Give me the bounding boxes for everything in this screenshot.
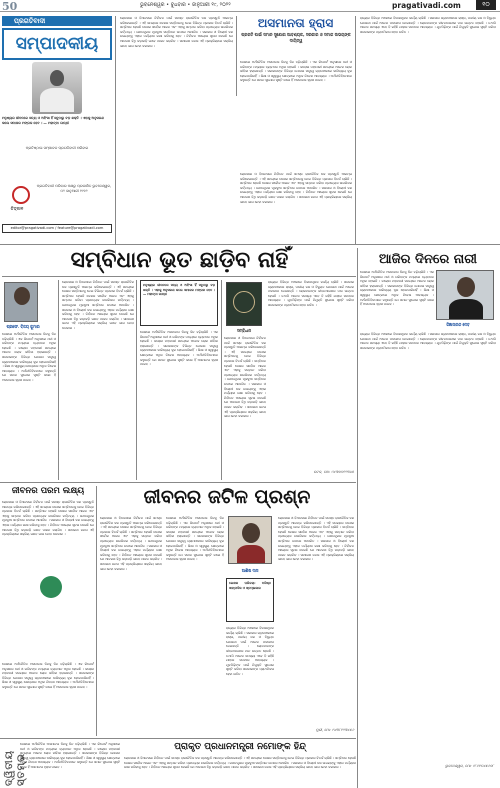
women-author-face — [457, 277, 475, 297]
column-rule — [96, 486, 97, 736]
portrait-body — [40, 88, 74, 112]
life-col3: ରାଜ୍ୟର ବିଭିନ୍ନ ଅଞ୍ଚଳରେ ବିକାଶମୂଳକ କାର୍ଯ୍ୟ ଚାଲିଛି । ସରକାର ଗ୍ରାମାଞ୍ଚଳରେ ରାସ୍ତା, ପାନୀୟ ଜଳ ଓ ବିଦ୍ୟୁତ ଯୋଗାଣ ପାଇଁ ଅନେକ ପଦକ୍ଷେପ ନେଇଛନ୍ତି । ଲୋକମାନଙ୍କ ଜୀବନଧାରଣର ମାନ ଉନ୍ନତ ହେଉଛି । ତଥାପି ଅନେକ ସମସ୍ୟା ଏବେ ବି ରହିଛି ଯାହାର ସମାଧାନ ଆବଶ୍ୟକ । ଯୁବପିଢ଼ିଙ୍କ ପାଇଁ ନିଯୁକ୍ତି ସୁଯୋଗ ସୃଷ୍ଟି କରିବା ସରକାରଙ୍କ ପ୍ରାଥମିକତା ହେବା ଉଚିତ । — [226, 626, 274, 676]
section-rule — [0, 738, 356, 739]
life-headline: ଜୀବନର ଜଟିଳ ପ୍ରଶ୍ନ — [143, 486, 311, 508]
dateline: ଭୁବନେଶ୍ୱର • ବୁଧବାର • ଜାନୁଆରୀ ୧୯, ୨୦୨୨ — [140, 2, 231, 8]
headline-inequality: ଅସମାନତା ହ୍ରାସ — [257, 16, 334, 30]
editor-info: ପ୍ରଗତିବାଦୀ ପରିବାର ପକ୍ଷରୁ ପ୍ରକାଶିତ ଭୁବନେଶ୍ୱର, ୦୨ ଜାନୁଆରୀ ୧୯୭୨ — [36, 184, 112, 193]
org-logo-icon — [40, 576, 62, 598]
column-rule — [115, 16, 116, 244]
main-article-col3: ଲୋକସଭା ଓ ବିଧାନସଭା ନିର୍ବାଚନ ପାଇଁ ସମସ୍ତ ରାଜନୈତିକ ଦଳ ପ୍ରସ୍ତୁତି ଆରମ୍ଭ କରିଦେଇଛନ୍ତି । ଏହି ସମୟରେ ଦେଶର ସମ୍ବିଧାନକୁ ନେଇ ବିଭିନ୍ନ ପ୍ରକାର ବିତର୍କ ଚାଲିଛି । ସମ୍ବିଧାନ ହେଉଛି ଦେଶର ସର୍ବୋଚ୍ଚ ଆଇନ ଏବଂ ଏହାକୁ ସମ୍ମାନ କରିବା ପ୍ରତ୍ୟେକ ନାଗରିକର କର୍ତ୍ତବ୍ୟ । ଗଣତନ୍ତ୍ରର ମୂଳଦୁଆ ସମ୍ବିଧାନ ଉପରେ ଆଧାରିତ । ସରକାର ଓ ବିରୋଧୀ ଦଳ ଉଭୟଙ୍କୁ ଏହାର ମର୍ଯ୍ୟାଦା ରକ୍ଷା କରିବାକୁ ହେବ । ନିର୍ବାଚନ ଆୟୋଗ ସୂଚନା ଦେଇଛି ଯେ ଆଚରଣ ବିଧି କଡ଼ାକଡ଼ି ଭାବେ ପାଳନ କରାଯିବ । ସାଧାରଣ ଜନତା ଏହି ପ୍ରକ୍ରିୟାରେ ସକ୍ରିୟ ଭାବେ ଭାଗ ନେବା ଦରକାର । — [224, 336, 266, 419]
book-emblem — [233, 291, 255, 313]
goal-body-2: ଦେଶରେ ଅର୍ଥନୈତିକ ଅସମାନତା ଦିନକୁ ଦିନ ବଢ଼ିଚାଲିଛି । ଏକ ରିପୋର୍ଟ ଅନୁସାରେ ଧନୀ ଓ ଗରିବଙ୍କ ମଧ୍ୟରେ ବ୍ୟବଧାନ ଅଧିକ ହୋଇଛି । କରୋନା ମହାମାରୀ ସମୟରେ ଅନେକ ଲୋକ ଜୀବିକା ହରାଇଛନ୍ତି । ସରକାରଙ୍କ ବିଭିନ୍ନ ଯୋଜନା ସତ୍ତ୍ୱେ ଗ୍ରାମାଞ୍ଚଳରେ ଦାରିଦ୍ର୍ୟ ଦୂର ହୋଇପାରିନାହିଁ । ଶିକ୍ଷା ଓ ସ୍ୱାସ୍ଥ୍ୟ କ୍ଷେତ୍ରରେ ଅଧିକ ନିବେଶ ଆବଶ୍ୟକ । ଅର୍ଥନୀତିବିଦମାନେ କହୁଛନ୍ତି ଯେ ସମାନ ସୁଯୋଗ ସୃଷ୍ଟି କଲେ ହିଁ ଅସମାନତା ହ୍ରାସ ପାଇବ । — [2, 662, 94, 689]
portrait-head — [50, 70, 64, 86]
editorial-panel — [2, 16, 112, 238]
founder-text: ପ୍ରତିଷ୍ଠାତା ସମ୍ପାଦକ ପ୍ରଗତିବାଦୀ ପରିବାର — [25, 146, 89, 150]
column-rule — [221, 280, 222, 480]
life-col2: ଦେଶରେ ଅର୍ଥନୈତିକ ଅସମାନତା ଦିନକୁ ଦିନ ବଢ଼ିଚାଲିଛି । ଏକ ରିପୋର୍ଟ ଅନୁସାରେ ଧନୀ ଓ ଗରିବଙ୍କ ମଧ୍ୟରେ ବ୍ୟବଧାନ ଅଧିକ ହୋଇଛି । କରୋନା ମହାମାରୀ ସମୟରେ ଅନେକ ଲୋକ ଜୀବିକା ହରାଇଛନ୍ତି । ସରକାରଙ୍କ ବିଭିନ୍ନ ଯୋଜନା ସତ୍ତ୍ୱେ ଗ୍ରାମାଞ୍ଚଳରେ ଦାରିଦ୍ର୍ୟ ଦୂର ହୋଇପାରିନାହିଁ । ଶିକ୍ଷା ଓ ସ୍ୱାସ୍ଥ୍ୟ କ୍ଷେତ୍ରରେ ଅଧିକ ନିବେଶ ଆବଶ୍ୟକ । ଅର୍ଥନୀତିବିଦମାନେ କହୁଛନ୍ତି ଯେ ସମାନ ସୁଯୋଗ ସୃଷ୍ଟି କଲେ ହିଁ ଅସମାନତା ହ୍ରାସ ପାଇବ । — [166, 516, 224, 562]
pull-quote-box — [140, 280, 218, 326]
pull-quote-text: ମନୁଷ୍ୟର ଜୀବନରେ ସତ୍ୟ ଓ ଅହିଂସା ହିଁ ସବୁଠାରୁ ବଡ଼ ଶକ୍ତି । ଏହାକୁ ଅନୁସରଣ କଲେ ସମାଜର ମଙ୍ଗଳ ହେବ । — ମହାତ୍ମା ଗାନ୍ଧୀ — [143, 283, 215, 297]
bottom-headline: ପ୍ରାକୃତ ପ୍ରଧାନମନ୍ତ୍ରୀ ନମୋଙ୍କ ହିନ୍ଦ୍ — [174, 742, 306, 752]
author-face — [14, 287, 30, 305]
anniversary-logo: 50 — [2, 0, 18, 13]
women-article-intro: ଦେଶରେ ଅର୍ଥନୈତିକ ଅସମାନତା ଦିନକୁ ଦିନ ବଢ଼ିଚାଲିଛି । ଏକ ରିପୋର୍ଟ ଅନୁସାରେ ଧନୀ ଓ ଗରିବଙ୍କ ମଧ୍ୟରେ ବ୍ୟବଧାନ ଅଧିକ ହୋଇଛି । କରୋନା ମହାମାରୀ ସମୟରେ ଅନେକ ଲୋକ ଜୀବିକା ହରାଇଛନ୍ତି । ସରକାରଙ୍କ ବିଭିନ୍ନ ଯୋଜନା ସତ୍ତ୍ୱେ ଗ୍ରାମାଞ୍ଚଳରେ ଦାରିଦ୍ର୍ୟ ଦୂର ହୋଇପାରିନାହିଁ । ଶିକ୍ଷା ଓ ସ୍ୱାସ୍ଥ୍ୟ କ୍ଷେତ୍ରରେ ଅଧିକ ନିବେଶ ଆବଶ୍ୟକ । ଅର୍ଥନୀତିବିଦମାନେ କହୁଛନ୍ତି ଯେ ସମାନ ସୁଯୋଗ ସୃଷ୍ଟି କଲେ ହିଁ ଅସମାନତା ହ୍ରାସ ପାଇବ । — [360, 270, 434, 307]
goal-body: ଲୋକସଭା ଓ ବିଧାନସଭା ନିର୍ବାଚନ ପାଇଁ ସମସ୍ତ ରାଜନୈତିକ ଦଳ ପ୍ରସ୍ତୁତି ଆରମ୍ଭ କରିଦେଇଛନ୍ତି । ଏହି ସମୟରେ ଦେଶର ସମ୍ବିଧାନକୁ ନେଇ ବିଭିନ୍ନ ପ୍ରକାର ବିତର୍କ ଚାଲିଛି । ସମ୍ବିଧାନ ହେଉଛି ଦେଶର ସର୍ବୋଚ୍ଚ ଆଇନ ଏବଂ ଏହାକୁ ସମ୍ମାନ କରିବା ପ୍ରତ୍ୟେକ ନାଗରିକର କର୍ତ୍ତବ୍ୟ । ଗଣତନ୍ତ୍ରର ମୂଳଦୁଆ ସମ୍ବିଧାନ ଉପରେ ଆଧାରିତ । ସରକାର ଓ ବିରୋଧୀ ଦଳ ଉଭୟଙ୍କୁ ଏହାର ମର୍ଯ୍ୟାଦା ରକ୍ଷା କରିବାକୁ ହେବ । ନିର୍ବାଚନ ଆୟୋଗ ସୂଚନା ଦେଇଛି ଯେ ଆଚରଣ ବିଧି କଡ଼ାକଡ଼ି ଭାବେ ପାଳନ କରାଯିବ । ସାଧାରଣ ଜନତା ଏହି ପ୍ରକ୍ରିୟାରେ ସକ୍ରିୟ ଭାବେ ଭାଗ ନେବା ଦରକାର । — [2, 500, 94, 537]
author-name: ପ୍ରଫେ. ବିଜୟ କୁମାର — [6, 324, 40, 329]
bottom-col1: ଦେଶରେ ଅର୍ଥନୈତିକ ଅସମାନତା ଦିନକୁ ଦିନ ବଢ଼ିଚାଲିଛି । ଏକ ରିପୋର୍ଟ ଅନୁସାରେ ଧନୀ ଓ ଗରିବଙ୍କ ମଧ୍ୟରେ ବ୍ୟବଧାନ ଅଧିକ ହୋଇଛି । କରୋନା ମହାମାରୀ ସମୟରେ ଅନେକ ଲୋକ ଜୀବିକା ହରାଇଛନ୍ତି । ସରକାରଙ୍କ ବିଭିନ୍ନ ଯୋଜନା ସତ୍ତ୍ୱେ ଗ୍ରାମାଞ୍ଚଳରେ ଦାରିଦ୍ର୍ୟ ଦୂର ହୋଇପାରିନାହିଁ । ଶିକ୍ଷା ଓ ସ୍ୱାସ୍ଥ୍ୟ କ୍ଷେତ୍ରରେ ଅଧିକ ନିବେଶ ଆବଶ୍ୟକ । ଅର୍ଥନୀତିବିଦମାନେ କହୁଛନ୍ତି ଯେ ସମାନ ସୁଯୋଗ ସୃଷ୍ଟି କଲେ ହିଁ ଅସମାନତା ହ୍ରାସ ପାଇବ । — [20, 742, 120, 769]
women-author-body — [449, 299, 483, 320]
right-headline: ଆଜିର ଦିନରେ ନାରୀ — [379, 252, 477, 267]
main-byline: କଟକ, ମୋ: ୯୪୩୭୦୧୨୩୪୫ — [313, 470, 354, 474]
women-byline: ଭୁବନେଶ୍ୱର, ମୋ: ୯୮୬୧୦୪୫୬୭୮ — [445, 764, 494, 768]
column-rule — [136, 280, 137, 480]
red-circle-badge — [12, 186, 30, 204]
book-caption: ସମ୍ବିଧାନ — [237, 328, 251, 333]
page-number: ୧୦ — [476, 0, 496, 10]
author-info-text: ଲେଖକ ପରିଚୟ: ବରିଷ୍ଠ ସାମ୍ବାଦିକ ଓ ସ୍ତମ୍ଭକାର — [229, 581, 271, 590]
section-rule — [0, 244, 500, 245]
gandhi-portrait — [32, 62, 82, 114]
life-byline: ପୁରୀ, ମୋ: ୯୪୩୮୧୨୩୪୫୬ — [315, 728, 354, 732]
main-article-col4: ରାଜ୍ୟର ବିଭିନ୍ନ ଅଞ୍ଚଳରେ ବିକାଶମୂଳକ କାର୍ଯ୍ୟ ଚାଲିଛି । ସରକାର ଗ୍ରାମାଞ୍ଚଳରେ ରାସ୍ତା, ପାନୀୟ ଜଳ ଓ ବିଦ୍ୟୁତ ଯୋଗାଣ ପାଇଁ ଅନେକ ପଦକ୍ଷେପ ନେଇଛନ୍ତି । ଲୋକମାନଙ୍କ ଜୀବନଧାରଣର ମାନ ଉନ୍ନତ ହେଉଛି । ତଥାପି ଅନେକ ସମସ୍ୟା ଏବେ ବି ରହିଛି ଯାହାର ସମାଧାନ ଆବଶ୍ୟକ । ଯୁବପିଢ଼ିଙ୍କ ପାଇଁ ନିଯୁକ୍ତି ସୁଯୋଗ ସୃଷ୍ଟି କରିବା ସରକାରଙ୍କ ପ୍ରାଥମିକତା ହେବା ଉଚିତ । — [268, 280, 354, 307]
brand-bar: ପ୍ରଗତିବାଦୀ — [2, 16, 112, 26]
top-right-body: ରାଜ୍ୟର ବିଭିନ୍ନ ଅଞ୍ଚଳରେ ବିକାଶମୂଳକ କାର୍ଯ୍ୟ ଚାଲିଛି । ସରକାର ଗ୍ରାମାଞ୍ଚଳରେ ରାସ୍ତା, ପାନୀୟ ଜଳ ଓ ବିଦ୍ୟୁତ ଯୋଗାଣ ପାଇଁ ଅନେକ ପଦକ୍ଷେପ ନେଇଛନ୍ତି । ଲୋକମାନଙ୍କ ଜୀବନଧାରଣର ମାନ ଉନ୍ନତ ହେଉଛି । ତଥାପି ଅନେକ ସମସ୍ୟା ଏବେ ବି ରହିଛି ଯାହାର ସମାଧାନ ଆବଶ୍ୟକ । ଯୁବପିଢ଼ିଙ୍କ ପାଇଁ ନିଯୁକ୍ତି ସୁଯୋଗ ସୃଷ୍ଟି କରିବା ସରକାରଙ୍କ ପ୍ରାଥମିକତା ହେବା ଉଚିତ । — [360, 16, 496, 34]
life-col1: ଲୋକସଭା ଓ ବିଧାନସଭା ନିର୍ବାଚନ ପାଇଁ ସମସ୍ତ ରାଜନୈତିକ ଦଳ ପ୍ରସ୍ତୁତି ଆରମ୍ଭ କରିଦେଇଛନ୍ତି । ଏହି ସମୟରେ ଦେଶର ସମ୍ବିଧାନକୁ ନେଇ ବିଭିନ୍ନ ପ୍ରକାର ବିତର୍କ ଚାଲିଛି । ସମ୍ବିଧାନ ହେଉଛି ଦେଶର ସର୍ବୋଚ୍ଚ ଆଇନ ଏବଂ ଏହାକୁ ସମ୍ମାନ କରିବା ପ୍ରତ୍ୟେକ ନାଗରିକର କର୍ତ୍ତବ୍ୟ । ଗଣତନ୍ତ୍ରର ମୂଳଦୁଆ ସମ୍ବିଧାନ ଉପରେ ଆଧାରିତ । ସରକାର ଓ ବିରୋଧୀ ଦଳ ଉଭୟଙ୍କୁ ଏହାର ମର୍ଯ୍ୟାଦା ରକ୍ଷା କରିବାକୁ ହେବ । ନିର୍ବାଚନ ଆୟୋଗ ସୂଚନା ଦେଇଛି ଯେ ଆଚରଣ ବିଧି କଡ଼ାକଡ଼ି ଭାବେ ପାଳନ କରାଯିବ । ସାଧାରଣ ଜନତା ଏହି ପ୍ରକ୍ରିୟାରେ ସକ୍ରିୟ ଭାବେ ଭାଗ ନେବା ଦରକାର । — [100, 516, 162, 571]
constitution-book — [226, 282, 262, 326]
main-headline: ସମ୍ବିଧାନ ଭୂତ ଛାଡ଼ିବ ନାହିଁ — [70, 248, 289, 273]
inequality-body: ଦେଶରେ ଅର୍ଥନୈତିକ ଅସମାନତା ଦିନକୁ ଦିନ ବଢ଼ିଚାଲିଛି । ଏକ ରିପୋର୍ଟ ଅନୁସାରେ ଧନୀ ଓ ଗରିବଙ୍କ ମଧ୍ୟରେ ବ୍ୟବଧାନ ଅଧିକ ହୋଇଛି । କରୋନା ମହାମାରୀ ସମୟରେ ଅନେକ ଲୋକ ଜୀବିକା ହରାଇଛନ୍ତି । ସରକାରଙ୍କ ବିଭିନ୍ନ ଯୋଜନା ସତ୍ତ୍ୱେ ଗ୍ରାମାଞ୍ଚଳରେ ଦାରିଦ୍ର୍ୟ ଦୂର ହୋଇପାରିନାହିଁ । ଶିକ୍ଷା ଓ ସ୍ୱାସ୍ଥ୍ୟ କ୍ଷେତ୍ରରେ ଅଧିକ ନିବେଶ ଆବଶ୍ୟକ । ଅର୍ଥନୀତିବିଦମାନେ କହୁଛନ୍ତି ଯେ ସମାନ ସୁଯୋଗ ସୃଷ୍ଟି କଲେ ହିଁ ଅସମାନତା ହ୍ରାସ ପାଇବ । — [240, 60, 352, 83]
bottom-col2: ଲୋକସଭା ଓ ବିଧାନସଭା ନିର୍ବାଚନ ପାଇଁ ସମସ୍ତ ରାଜନୈତିକ ଦଳ ପ୍ରସ୍ତୁତି ଆରମ୍ଭ କରିଦେଇଛନ୍ତି । ଏହି ସମୟରେ ଦେଶର ସମ୍ବିଧାନକୁ ନେଇ ବିଭିନ୍ନ ପ୍ରକାର ବିତର୍କ ଚାଲିଛି । ସମ୍ବିଧାନ ହେଉଛି ଦେଶର ସର୍ବୋଚ୍ଚ ଆଇନ ଏବଂ ଏହାକୁ ସମ୍ମାନ କରିବା ପ୍ରତ୍ୟେକ ନାଗରିକର କର୍ତ୍ତବ୍ୟ । ଗଣତନ୍ତ୍ରର ମୂଳଦୁଆ ସମ୍ବିଧାନ ଉପରେ ଆଧାରିତ । ସରକାର ଓ ବିରୋଧୀ ଦଳ ଉଭୟଙ୍କୁ ଏହାର ମର୍ଯ୍ୟାଦା ରକ୍ଷା କରିବାକୁ ହେବ । ନିର୍ବାଚନ ଆୟୋଗ ସୂଚନା ଦେଇଛି ଯେ ଆଚରଣ ବିଧି କଡ଼ାକଡ଼ି ଭାବେ ପାଳନ କରାଯିବ । ସାଧାରଣ ଜନତା ଏହି ପ୍ରକ୍ରିୟାରେ ସକ୍ରିୟ ଭାବେ ଭାଗ ନେବା ଦରକାର । — [124, 756, 356, 770]
editorial-banner: ସମ୍ପାଦକୀୟ — [2, 28, 112, 60]
main-article-col2: ଦେଶରେ ଅର୍ଥନୈତିକ ଅସମାନତା ଦିନକୁ ଦିନ ବଢ଼ିଚାଲିଛି । ଏକ ରିପୋର୍ଟ ଅନୁସାରେ ଧନୀ ଓ ଗରିବଙ୍କ ମଧ୍ୟରେ ବ୍ୟବଧାନ ଅଧିକ ହୋଇଛି । କରୋନା ମହାମାରୀ ସମୟରେ ଅନେକ ଲୋକ ଜୀବିକା ହରାଇଛନ୍ତି । ସରକାରଙ୍କ ବିଭିନ୍ନ ଯୋଜନା ସତ୍ତ୍ୱେ ଗ୍ରାମାଞ୍ଚଳରେ ଦାରିଦ୍ର୍ୟ ଦୂର ହୋଇପାରିନାହିଁ । ଶିକ୍ଷା ଓ ସ୍ୱାସ୍ଥ୍ୟ କ୍ଷେତ୍ରରେ ଅଧିକ ନିବେଶ ଆବଶ୍ୟକ । ଅର୍ଥନୀତିବିଦମାନେ କହୁଛନ୍ତି ଯେ ସମାନ ସୁଯୋଗ ସୃଷ୍ଟି କଲେ ହିଁ ଅସମାନତା ହ୍ରାସ ପାଇବ । — [140, 330, 218, 367]
life-author-photo — [228, 516, 272, 564]
goal-headline: ଜୀବନର ପରମ ଲକ୍ଷ୍ୟ — [11, 486, 85, 496]
site-link[interactable]: pragativadi.com — [392, 1, 461, 10]
subhead-inequality: ପ୍ରଗତି ପାଇଁ ସମାନ ସୁଯୋଗ ଆବଶ୍ୟକ, ସରକାର ଓ ସମାଜ ଉଭୟଙ୍କ ଦାୟିତ୍ୱ — [241, 32, 351, 43]
women-author-name: ଜିଜ୍ଞାସାନନ୍ଦ ଦେବ — [446, 322, 470, 327]
quote-text: ମନୁଷ୍ୟର ଜୀବନରେ ସତ୍ୟ ଓ ଅହିଂସା ହିଁ ସବୁଠାରୁ ବଡ଼ ଶକ୍ତି । ଏହାକୁ ଅନୁସରଣ କଲେ ସମାଜର ମଙ୍ଗଳ ହେବ । — ମହାତ୍ମା ଗାନ୍ଧୀ — [2, 116, 104, 125]
headline-rule — [2, 276, 356, 277]
life-author-face — [242, 523, 260, 543]
column-rule — [236, 16, 237, 96]
author-info-box — [226, 578, 274, 622]
inequality-body-2: ଲୋକସଭା ଓ ବିଧାନସଭା ନିର୍ବାଚନ ପାଇଁ ସମସ୍ତ ରାଜନୈତିକ ଦଳ ପ୍ରସ୍ତୁତି ଆରମ୍ଭ କରିଦେଇଛନ୍ତି । ଏହି ସମୟରେ ଦେଶର ସମ୍ବିଧାନକୁ ନେଇ ବିଭିନ୍ନ ପ୍ରକାର ବିତର୍କ ଚାଲିଛି । ସମ୍ବିଧାନ ହେଉଛି ଦେଶର ସର୍ବୋଚ୍ଚ ଆଇନ ଏବଂ ଏହାକୁ ସମ୍ମାନ କରିବା ପ୍ରତ୍ୟେକ ନାଗରିକର କର୍ତ୍ତବ୍ୟ । ଗଣତନ୍ତ୍ରର ମୂଳଦୁଆ ସମ୍ବିଧାନ ଉପରେ ଆଧାରିତ । ସରକାର ଓ ବିରୋଧୀ ଦଳ ଉଭୟଙ୍କୁ ଏହାର ମର୍ଯ୍ୟାଦା ରକ୍ଷା କରିବାକୁ ହେବ । ନିର୍ବାଚନ ଆୟୋଗ ସୂଚନା ଦେଇଛି ଯେ ଆଚରଣ ବିଧି କଡ଼ାକଡ଼ି ଭାବେ ପାଳନ କରାଯିବ । ସାଧାରଣ ଜନତା ଏହି ପ୍ରକ୍ରିୟାରେ ସକ୍ରିୟ ଭାବେ ଭାଗ ନେବା ଦରକାର । — [240, 172, 352, 204]
women-article-body: ରାଜ୍ୟର ବିଭିନ୍ନ ଅଞ୍ଚଳରେ ବିକାଶମୂଳକ କାର୍ଯ୍ୟ ଚାଲିଛି । ସରକାର ଗ୍ରାମାଞ୍ଚଳରେ ରାସ୍ତା, ପାନୀୟ ଜଳ ଓ ବିଦ୍ୟୁତ ଯୋଗାଣ ପାଇଁ ଅନେକ ପଦକ୍ଷେପ ନେଇଛନ୍ତି । ଲୋକମାନଙ୍କ ଜୀବନଧାରଣର ମାନ ଉନ୍ନତ ହେଉଛି । ତଥାପି ଅନେକ ସମସ୍ୟା ଏବେ ବି ରହିଛି ଯାହାର ସମାଧାନ ଆବଶ୍ୟକ । ଯୁବପିଢ଼ିଙ୍କ ପାଇଁ ନିଯୁକ୍ତି ସୁଯୋଗ ସୃଷ୍ଟି କରିବା ସରକାରଙ୍କ ପ୍ରାଥମିକତା ହେବା ଉଚିତ । — [360, 332, 496, 350]
editor-email[interactable]: editor@pragativadi.com / feature@pragativadi.com — [2, 224, 112, 233]
vertical-column-label: ଦ୍ୱିତୀୟ ସ୍ତମ୍ଭ — [4, 750, 27, 786]
column-rule — [58, 280, 59, 480]
editor-name: ଚିହ୍ନାଳ — [10, 207, 24, 212]
main-article-col1: ଲୋକସଭା ଓ ବିଧାନସଭା ନିର୍ବାଚନ ପାଇଁ ସମସ୍ତ ରାଜନୈତିକ ଦଳ ପ୍ରସ୍ତୁତି ଆରମ୍ଭ କରିଦେଇଛନ୍ତି । ଏହି ସମୟରେ ଦେଶର ସମ୍ବିଧାନକୁ ନେଇ ବିଭିନ୍ନ ପ୍ରକାର ବିତର୍କ ଚାଲିଛି । ସମ୍ବିଧାନ ହେଉଛି ଦେଶର ସର୍ବୋଚ୍ଚ ଆଇନ ଏବଂ ଏହାକୁ ସମ୍ମାନ କରିବା ପ୍ରତ୍ୟେକ ନାଗରିକର କର୍ତ୍ତବ୍ୟ । ଗଣତନ୍ତ୍ରର ମୂଳଦୁଆ ସମ୍ବିଧାନ ଉପରେ ଆଧାରିତ । ସରକାର ଓ ବିରୋଧୀ ଦଳ ଉଭୟଙ୍କୁ ଏହାର ମର୍ଯ୍ୟାଦା ରକ୍ଷା କରିବାକୁ ହେବ । ନିର୍ବାଚନ ଆୟୋଗ ସୂଚନା ଦେଇଛି ଯେ ଆଚରଣ ବିଧି କଡ଼ାକଡ଼ି ଭାବେ ପାଳନ କରାଯିବ । ସାଧାରଣ ଜନତା ଏହି ପ୍ରକ୍ରିୟାରେ ସକ୍ରିୟ ଭାବେ ଭାଗ ନେବା ଦରକାର । — [62, 280, 134, 330]
column-rule — [357, 248, 358, 788]
life-col4: ଲୋକସଭା ଓ ବିଧାନସଭା ନିର୍ବାଚନ ପାଇଁ ସମସ୍ତ ରାଜନୈତିକ ଦଳ ପ୍ରସ୍ତୁତି ଆରମ୍ଭ କରିଦେଇଛନ୍ତି । ଏହି ସମୟରେ ଦେଶର ସମ୍ବିଧାନକୁ ନେଇ ବିଭିନ୍ନ ପ୍ରକାର ବିତର୍କ ଚାଲିଛି । ସମ୍ବିଧାନ ହେଉଛି ଦେଶର ସର୍ବୋଚ୍ଚ ଆଇନ ଏବଂ ଏହାକୁ ସମ୍ମାନ କରିବା ପ୍ରତ୍ୟେକ ନାଗରିକର କର୍ତ୍ତବ୍ୟ । ଗଣତନ୍ତ୍ରର ମୂଳଦୁଆ ସମ୍ବିଧାନ ଉପରେ ଆଧାରିତ । ସରକାର ଓ ବିରୋଧୀ ଦଳ ଉଭୟଙ୍କୁ ଏହାର ମର୍ଯ୍ୟାଦା ରକ୍ଷା କରିବାକୁ ହେବ । ନିର୍ବାଚନ ଆୟୋଗ ସୂଚନା ଦେଇଛି ଯେ ଆଚରଣ ବିଧି କଡ଼ାକଡ଼ି ଭାବେ ପାଳନ କରାଯିବ । ସାଧାରଣ ଜନତା ଏହି ପ୍ରକ୍ରିୟାରେ ସକ୍ରିୟ ଭାବେ ଭାଗ ନେବା ଦରକାର । — [278, 516, 354, 562]
top-article-col1: ଲୋକସଭା ଓ ବିଧାନସଭା ନିର୍ବାଚନ ପାଇଁ ସମସ୍ତ ରାଜନୈତିକ ଦଳ ପ୍ରସ୍ତୁତି ଆରମ୍ଭ କରିଦେଇଛନ୍ତି । ଏହି ସମୟରେ ଦେଶର ସମ୍ବିଧାନକୁ ନେଇ ବିଭିନ୍ନ ପ୍ରକାର ବିତର୍କ ଚାଲିଛି । ସମ୍ବିଧାନ ହେଉଛି ଦେଶର ସର୍ବୋଚ୍ଚ ଆଇନ ଏବଂ ଏହାକୁ ସମ୍ମାନ କରିବା ପ୍ରତ୍ୟେକ ନାଗରିକର କର୍ତ୍ତବ୍ୟ । ଗଣତନ୍ତ୍ରର ମୂଳଦୁଆ ସମ୍ବିଧାନ ଉପରେ ଆଧାରିତ । ସରକାର ଓ ବିରୋଧୀ ଦଳ ଉଭୟଙ୍କୁ ଏହାର ମର୍ଯ୍ୟାଦା ରକ୍ଷା କରିବାକୁ ହେବ । ନିର୍ବାଚନ ଆୟୋଗ ସୂଚନା ଦେଇଛି ଯେ ଆଚରଣ ବିଧି କଡ଼ାକଡ଼ି ଭାବେ ପାଳନ କରାଯିବ । ସାଧାରଣ ଜନତା ଏହି ପ୍ରକ୍ରିୟାରେ ସକ୍ରିୟ ଭାବେ ଭାଗ ନେବା ଦରକାର । — [120, 16, 233, 48]
column-rule — [355, 16, 356, 244]
life-author-body — [237, 545, 265, 564]
life-author-name: ଆଶିଷ ଦାସ — [241, 568, 259, 573]
women-author-photo — [436, 270, 494, 320]
author-photo — [4, 282, 38, 322]
section-rule — [0, 482, 356, 483]
left-narrow-col: ଦେଶରେ ଅର୍ଥନୈତିକ ଅସମାନତା ଦିନକୁ ଦିନ ବଢ଼ିଚାଲିଛି । ଏକ ରିପୋର୍ଟ ଅନୁସାରେ ଧନୀ ଓ ଗରିବଙ୍କ ମଧ୍ୟରେ ବ୍ୟବଧାନ ଅଧିକ ହୋଇଛି । କରୋନା ମହାମାରୀ ସମୟରେ ଅନେକ ଲୋକ ଜୀବିକା ହରାଇଛନ୍ତି । ସରକାରଙ୍କ ବିଭିନ୍ନ ଯୋଜନା ସତ୍ତ୍ୱେ ଗ୍ରାମାଞ୍ଚଳରେ ଦାରିଦ୍ର୍ୟ ଦୂର ହୋଇପାରିନାହିଁ । ଶିକ୍ଷା ଓ ସ୍ୱାସ୍ଥ୍ୟ କ୍ଷେତ୍ରରେ ଅଧିକ ନିବେଶ ଆବଶ୍ୟକ । ଅର୍ଥନୀତିବିଦମାନେ କହୁଛନ୍ତି ଯେ ସମାନ ସୁଯୋଗ ସୃଷ୍ଟି କଲେ ହିଁ ଅସମାନତା ହ୍ରାସ ପାଇବ । — [2, 332, 56, 382]
